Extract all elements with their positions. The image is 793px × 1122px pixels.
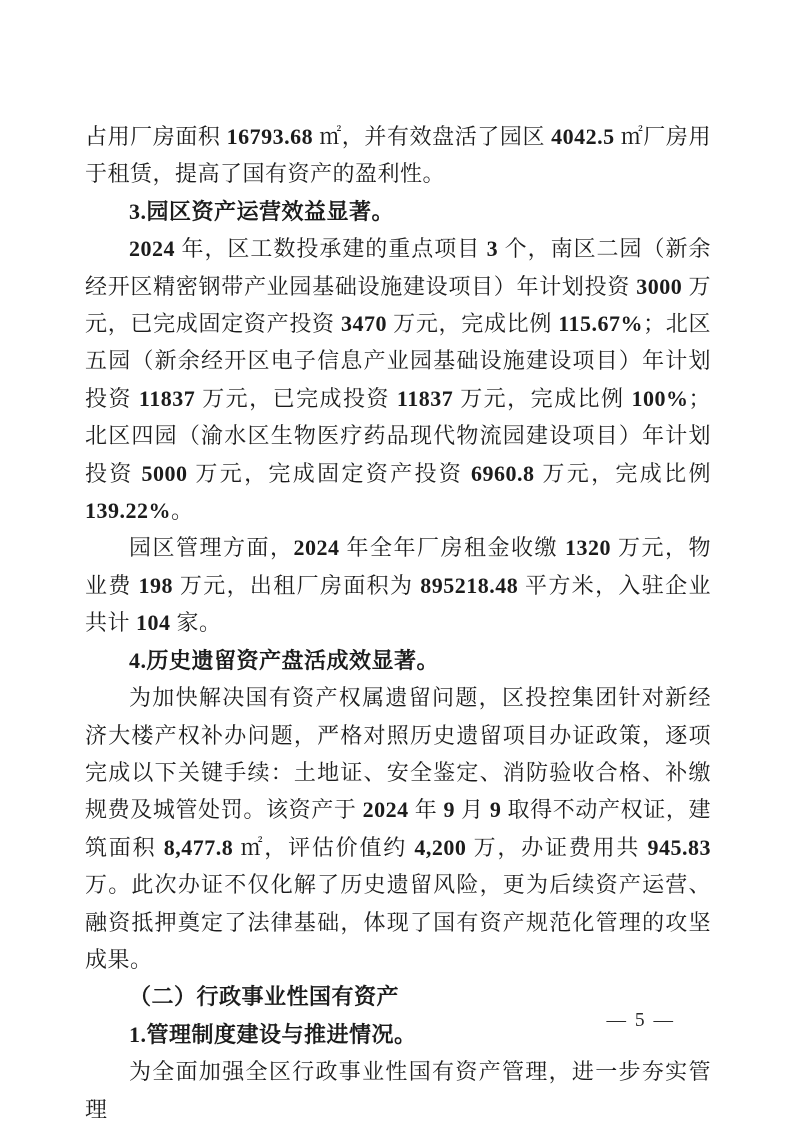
text-run: ㎡，并有效盘活了园区	[313, 124, 552, 149]
bold-number: 3.园区资产运营效益显著。	[129, 198, 395, 224]
text-run: 为加快解决国有资产权属遗留问题，区投控集团针对新经济大楼产权补办问题，严格对照历史遗留项目办证政策，逐项完成以下关键手续：土地证、安全鉴定、消防验收合格、补缴规费及城管处罚。该资产于	[85, 685, 711, 823]
text-run: 占用厂房面积	[85, 124, 227, 149]
text-run: 万元，完成比例	[453, 385, 632, 411]
text-run: 万元，完成固定资产投资	[187, 460, 472, 486]
paragraph	[85, 679, 711, 978]
bold-number: 3470	[340, 311, 387, 337]
text-run: 万，办证费用共	[466, 834, 648, 860]
text-run: 园区管理方面，	[129, 535, 294, 561]
bold-number: 8,477.8	[163, 834, 234, 860]
bold-number: 5000	[141, 460, 188, 486]
bold-number: 11837	[138, 385, 196, 411]
bold-number: 945.83	[647, 834, 711, 860]
paragraph	[85, 118, 711, 193]
text-run: 万。此次办证不仅化解了历史遗留风险，更为后续资产运营、融资抵押奠定了法律基础，体现了国有资产规范化管理的攻坚成果。	[85, 872, 711, 972]
text-run: 。	[171, 498, 194, 524]
bold-number: 4,200	[414, 834, 467, 860]
bold-number: 104	[136, 610, 171, 636]
bold-number: 4042.5	[551, 124, 615, 149]
bold-number: 11837	[396, 385, 454, 411]
text-run: 平方米，入驻企业共计	[85, 572, 711, 636]
text-run: 年	[408, 797, 444, 823]
bold-number: 9	[489, 797, 502, 823]
text-run: 月	[454, 797, 490, 823]
bold-number: 1.管理制度建设与推进情况。	[129, 1021, 417, 1047]
bold-number: 2024	[362, 797, 409, 823]
paragraph	[85, 1053, 711, 1122]
bold-number: 139.22%	[85, 498, 171, 524]
document-body	[85, 118, 711, 1122]
text-run: 万元，出租厂房面积为	[173, 572, 421, 598]
text-run: 年全年厂房租金收缴	[339, 535, 565, 561]
section-heading	[85, 193, 711, 230]
bold-number: 100%	[631, 385, 689, 411]
bold-number: 2024	[293, 535, 340, 561]
text-run: 万元，已完成固定资产投资	[85, 273, 711, 337]
text-run: ㎡厂房用于租赁，提高了国有资产的盈利性。	[85, 124, 711, 187]
bold-number: 2024	[129, 236, 175, 262]
bold-number: 16793.68	[226, 124, 314, 149]
bold-number: 3000	[636, 273, 683, 299]
text-run: 万元，完成比例	[386, 311, 559, 337]
text-run: 万元，完成比例	[534, 460, 711, 486]
text-run: ；北区四园（渝水区生物医疗药品现代物流园建设项目）年计划投资	[85, 385, 711, 486]
text-run: 家。	[170, 610, 222, 636]
bold-number: 4.历史遗留资产盘活成效显著。	[129, 647, 440, 673]
text-run: ㎡，评估价值约	[233, 834, 415, 860]
bold-number: （二）行政事业性国有资产	[129, 984, 400, 1010]
bold-number: 9	[443, 797, 455, 823]
text-run: 万元，物业费	[85, 535, 711, 598]
page-footer	[607, 1006, 676, 1036]
section-heading	[85, 642, 711, 679]
text-run: 为全面加强全区行政事业性国有资产管理，进一步夯实管理	[85, 1059, 711, 1122]
paragraph	[85, 230, 711, 529]
bold-number: 3	[486, 236, 499, 262]
bold-number: 6960.8	[471, 460, 535, 486]
bold-number: 115.67%	[558, 311, 644, 337]
text-run: 万元，已完成投资	[195, 385, 397, 411]
paragraph	[85, 529, 711, 641]
bold-number: 1320	[564, 535, 611, 561]
text-run: 年，区工数投承建的重点项目	[175, 236, 487, 262]
text-run: ；北区五园（新余经开区电子信息产业园基础设施建设项目）年计划投资	[85, 311, 711, 411]
bold-number: 895218.48	[420, 572, 519, 598]
bold-number: 198	[138, 572, 174, 598]
text-run: 个，南区二园（新余经开区精密钢带产业园基础设施建设项目）年计划投资	[85, 236, 711, 299]
page-number: — 5 —	[606, 1010, 675, 1031]
text-run: 取得不动产权证，建筑面积	[85, 797, 711, 860]
